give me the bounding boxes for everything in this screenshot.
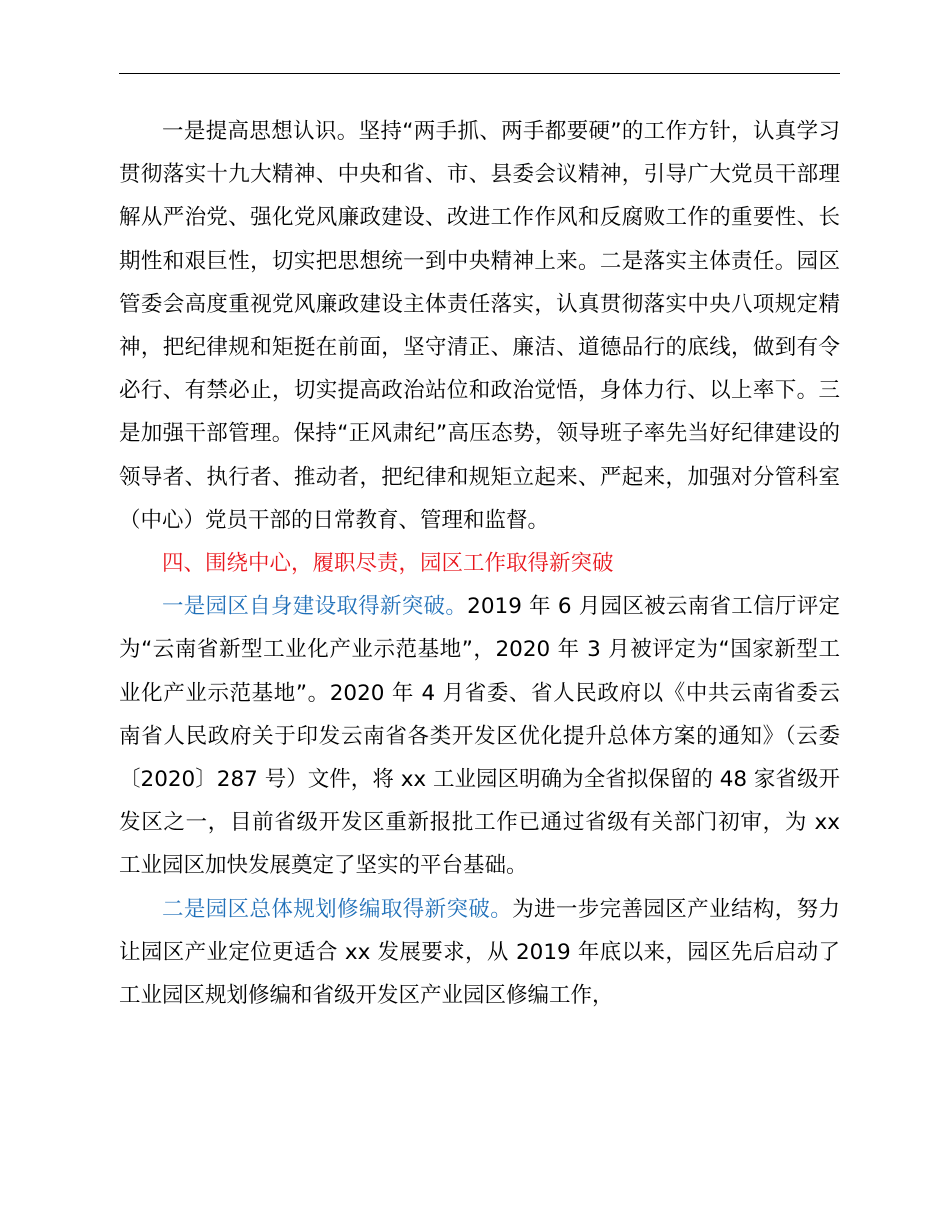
item2-body: 为进一步完善园区产业结构，努力让园区产业定位更适合 xx 发展要求，从 2019 年底以来，园区先后启动了工业园区规划修编和省级开发区产业园区修编工作， xyxy=(119,896,840,1009)
item2-lead: 二是园区总体规划修编取得新突破。 xyxy=(162,896,513,922)
header-rule xyxy=(119,73,840,74)
item1-body: 2019 年 6 月园区被云南省工信厅评定为“云南省新型工业化产业示范基地”，2020 年 3 月被评定为“国家新型工业化产业示范基地”。2020 年 4 月省委、省人民政府以《中共云南省委云南省人民政府关于印发云南省各类开发区优化提升总体方案的通知》（云委〔2020〕287 号）文件，将 xx 工业园区明确为全省拟保留的 48 家省级开发区之一，目前省级开发区重新报批工作已通过省级有关部门初审，为 xx 工业园区加快发展奠定了坚实的平台基础。 xyxy=(119,594,840,879)
section-heading: 四、围绕中心，履职尽责，园区工作取得新突破 xyxy=(162,551,614,577)
paragraph-park-planning xyxy=(119,888,840,1018)
document-body xyxy=(119,110,840,1017)
item1-lead: 一是园区自身建设取得新突破。 xyxy=(162,594,468,620)
paragraph-party-building: 一是提高思想认识。坚持“两手抓、两手都要硬”的工作方针，认真学习贯彻落实十九大精神、中央和省、市、县委会议精神，引导广大党员干部理解从严治党、强化党风廉政建设、改进工作作风和反腐败工作的重要性、长期性和艰巨性，切实把思想统一到中央精神上来。二是落实主体责任。园区管委会高度重视党风廉政建设主体责任落实，认真贯彻落实中央八项规定精神，把纪律规和矩挺在前面，坚守清正、廉洁、道德品行的底线，做到有令必行、有禁必止，切实提高政治站位和政治觉悟，身体力行、以上率下。三是加强干部管理。保持“正风肃纪”高压态势，领导班子率先当好纪律建设的领导者、执行者、推动者，把纪律和规矩立起来、严起来，加强对分管科室（中心）党员干部的日常教育、管理和监督。 xyxy=(119,119,840,533)
paragraph-park-construction xyxy=(119,585,840,887)
